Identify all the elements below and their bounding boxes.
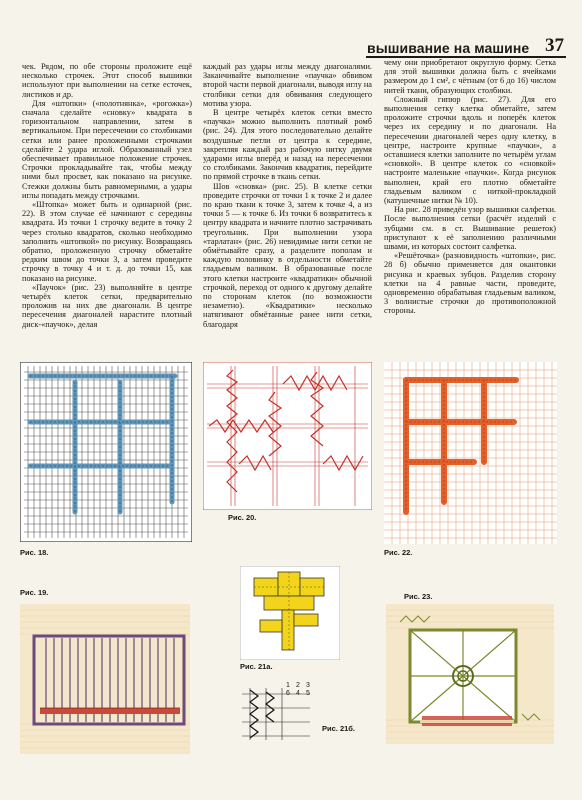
figure-21b-label-4: 4 — [296, 690, 300, 697]
paragraph: «Штопка» может быть и одинарной (рис. 22). В этом случае её начинают с середины квадрата. Из точки 1 строчку ведите в точку 2 через столько квадратов, сколько необходимо заполнить «штопкой» по рисунку. Возвращаясь обратно, проложенную строчку обметайте редким швом до точки 3, а затем проведите строчку в точку 4 и т. д. до точки 15, как показано на рисунке. — [22, 200, 192, 283]
text-column-3 — [384, 58, 556, 354]
figure-21b-label-2: 2 — [296, 682, 300, 689]
page-number: 37 — [545, 35, 564, 56]
figure-19-caption: Рис. 19. — [20, 588, 49, 597]
paragraph: чему они приобретают округлую форму. Сетка для этой вышивки должна быть с ячейками размером до 1 см², с чётным (от 6 до 16) числом нитей ткани, образующих столбики. — [384, 58, 556, 95]
section-title: вышивание на машине — [367, 40, 530, 56]
figure-21b-stitch-diagram — [238, 684, 314, 742]
figure-21b-label-1: 1 — [286, 682, 290, 689]
figure-23-caption: Рис. 23. — [404, 592, 433, 601]
figure-18-caption: Рис. 18. — [20, 548, 49, 557]
figure-23-spider-web-sample — [386, 604, 554, 744]
figure-22-caption: Рис. 22. — [384, 548, 413, 557]
paragraph: каждый раз удары иглы между диагоналями. Заканчивайте выполнение «паучка» обвивом второй части первой диагонали, выводя иглу на столбики сетки для обвивания следующего мотива узора. — [203, 62, 372, 108]
paragraph: Для «штопки» («полотнянка», «рогожка») сначала сделайте «сновку» квадрата в горизонтальном направлении, затем в вертикальном. При пересечении со столбиками сетки или ранее проложенными строчками сделайте 2 удара иглой. Образованный узел обеспечивает правильное положение строчек. Строчки прокладывайте так, чтобы между ними был просвет, как показано на рисунке. Стежки должны быть равномерными, а удары иглы попадать между строчками. — [22, 98, 192, 200]
figure-21b-label-5: 5 — [306, 690, 310, 697]
figure-18-darning-grid — [20, 362, 192, 542]
text-column-2 — [203, 62, 372, 354]
paragraph: Сложный гипюр (рис. 27). Для его выполнения сетку клетка обметайте, затем проложите строчки вдоль и поперёк клеток через их середину и по диагонали. На пересечении диагоналей через одну клетку, в центре, настроите крупные «паучки», а оставшиеся клетки заполните по четырём углам «сновкой». В центре клеток со «сновкой» настроите маленькие «паучки». Когда рисунок выполнен, край его плотно обметайте гладьевым валиком с ниткой-прокладкой (катушечные нитки № 10). — [384, 94, 556, 206]
text-column-1 — [22, 62, 192, 354]
figure-21a-caption: Рис. 21а. — [240, 662, 273, 671]
paragraph: «Паучок» (рис. 23) выполняйте в центре четырёх клеток сетки, предварительно проложив на них две диагонали. В центре пересечения диагоналей нарастите плотный диск-«паучок», делая — [22, 282, 192, 329]
figure-22-framed-grid — [384, 362, 557, 544]
paragraph: «Решёточка» (разновидность «штопки», рис. 28 б) обычно применяется для окантовки рисунка и краевых зубцов. Разделив сторону клетки на 4 равные части, проведите, одновременно обрабатывая гладьевым валиком, 3 волнистые строчки до противоположной стороны. — [384, 251, 556, 316]
paragraph: В центре четырёх клеток сетки вместо «паучка» можно выполнить плотный ромб (рис. 24). Для этого последовательно делайте воздушные петли от центра к середине, закрепляя каждый раз рабочую нитку двумя ударами иглы вперёд и назад на пересечении со столбиками. Закончив квадратик, перейдите по прямой строчке в ткань сетки. — [203, 108, 372, 182]
paragraph: На рис. 28 приведён узор вышивки салфетки. После выполнения сетки (расчёт изделий с зубцами см. в ст. Вышивание решеток) приступают к её заполнению различными швами, из которых состоит салфетка. — [384, 205, 556, 252]
paragraph: Шов «сновка» (рис. 25). В клетке сетки проведите строчки от точки 1 к точке 2 и далее по краю ткани к точке 3, затем к точке 4, а из точки 5 — к точке 6. Из точки 6 возвратитесь к центру квадрата и начните плотно застрачивать треугольник. При выполнении узора «тарлатан» (рис. 26) невидимые нити сетки не обмётывайте сразу, а разделите пополам и каждую половинку в отдельности обметайте гладьевым валиком. В образованные после этого клетки настроите «квадратики» обычной строчкой, переход от одного к другому делайте по сторонам клеток (по возможности незаметно). «Квадратики» несколько натягивают обмётанные ранее нити сетки, благодаря — [203, 181, 372, 329]
figure-21b-caption: Рис. 21б. — [322, 724, 356, 733]
figure-20-zigzag-grid — [203, 362, 372, 510]
figure-20-caption: Рис. 20. — [228, 513, 257, 522]
figure-19-woven-sample — [20, 604, 190, 754]
paragraph: чек. Рядом, по обе стороны проложите ещё несколько строчек. Этот способ вышивки используют при выполнении на сетке есточек, листиков и др. — [22, 62, 192, 99]
figure-21a-yellow-motif — [240, 566, 340, 660]
figure-21b-label-6: 6 — [286, 690, 290, 697]
figure-21b-label-3: 3 — [306, 682, 310, 689]
